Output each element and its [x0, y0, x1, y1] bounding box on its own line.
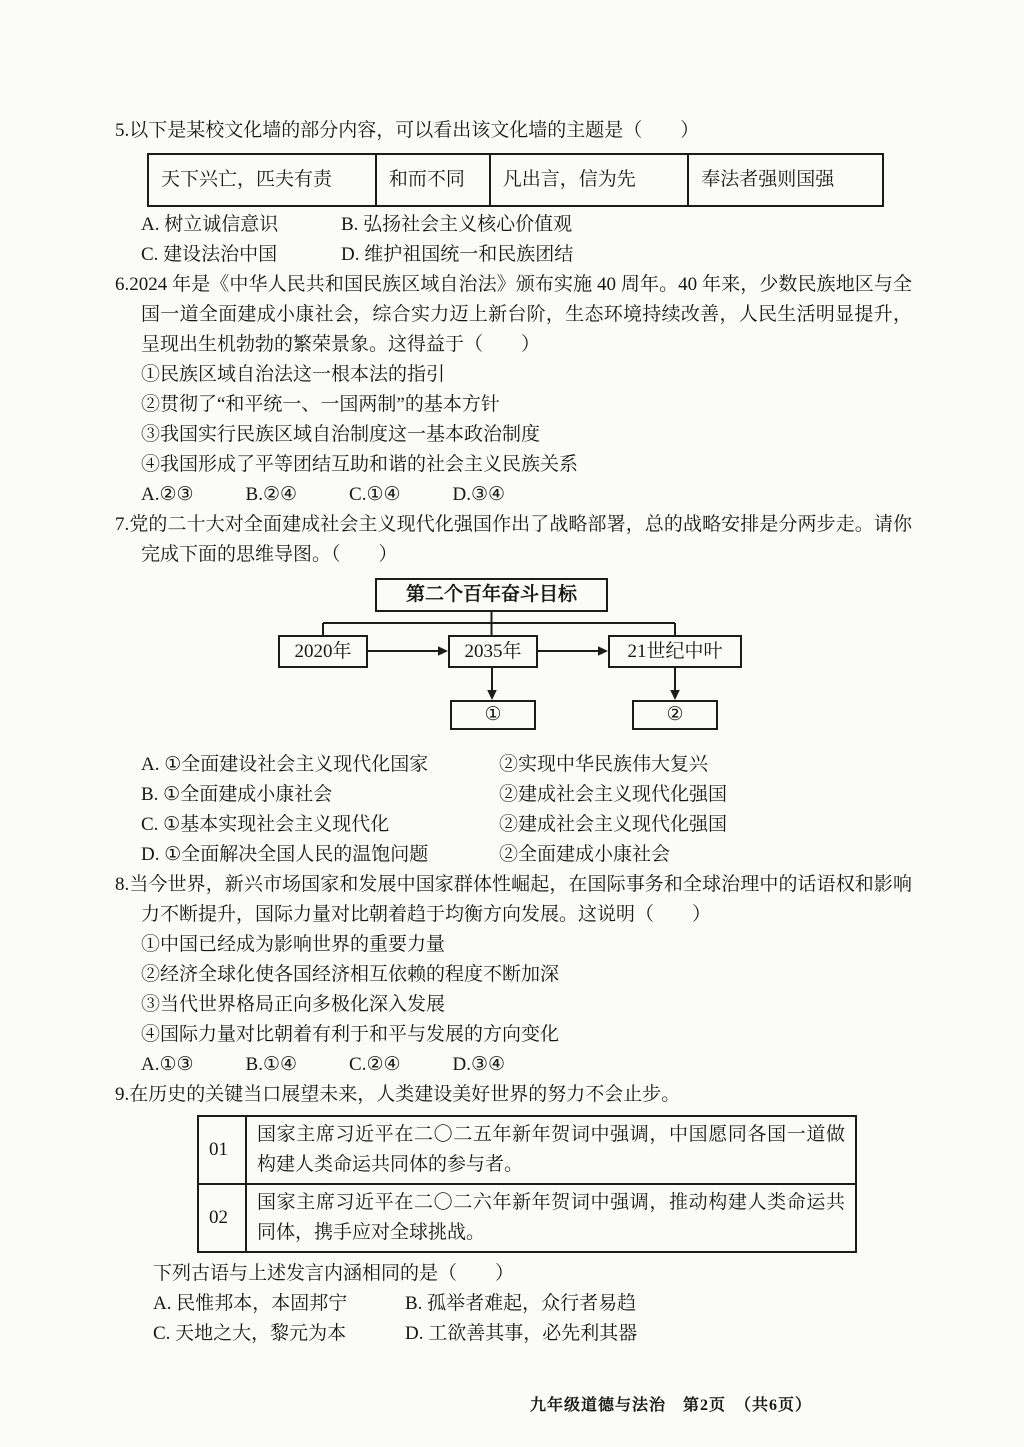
- statement-1: ①民族区域自治法这一根本法的指引: [141, 364, 446, 385]
- option-b: B.②④: [245, 484, 298, 505]
- option-a: A. 民惟邦本，本固邦宁: [153, 1293, 348, 1314]
- option-a: A.②③: [141, 484, 194, 505]
- node-2035: 2035年: [448, 635, 538, 668]
- culture-wall-table: [147, 153, 884, 207]
- option-a-left: A. ①全面建设社会主义现代化国家: [141, 754, 429, 775]
- node-2020: 2020年: [278, 635, 368, 668]
- option-d: D. 维护祖国统一和民族团结: [341, 244, 574, 265]
- question-8-stem: 8.当今世界，新兴市场国家和发展中国家群体性崛起，在国际事务和全球治理中的话语权和影响力不断提升，国际力量对比朝着趋于均衡方向发展。这说明（ ）: [115, 874, 912, 925]
- option-c: C.①④: [349, 484, 401, 505]
- question-7: [115, 510, 912, 870]
- mind-map-diagram: [139, 578, 799, 746]
- statement-3: ③当代世界格局正向多极化深入发展: [141, 994, 446, 1015]
- row-text-cell: 国家主席习近平在二〇二五年新年贺词中强调，中国愿同各国一道做构建人类命运共同体的参与者。: [246, 1116, 856, 1184]
- option-b-left: B. ①全面建成小康社会: [141, 784, 333, 805]
- question-6: [115, 270, 912, 510]
- option-b: B. 弘扬社会主义核心价值观: [341, 214, 573, 235]
- question-7-options: [115, 750, 912, 870]
- table-row: [148, 154, 883, 206]
- blank-2: ②: [632, 700, 718, 730]
- option-a: A.①③: [141, 1054, 194, 1075]
- option-a: A. 树立诚信意识: [141, 214, 279, 235]
- question-6-stem: 6.2024 年是《中华人民共和国民族区域自治法》颁布实施 40 周年。40 年来，少数民族地区与全国一道全面建成小康社会，综合实力迈上新台阶，生态环境持续改善，人民生活明显提升，呈现出生机勃勃的繁荣景象。这得益于（ ）: [115, 274, 912, 355]
- question-5: [115, 116, 912, 270]
- wall-slogan-cell: 天下兴亡，匹夫有责: [148, 154, 376, 206]
- statement-4: ④国际力量对比朝着有利于和平与发展的方向变化: [141, 1024, 560, 1045]
- option-b: [115, 780, 912, 810]
- wall-slogan-cell: 奉法者强则国强: [688, 154, 883, 206]
- table-row: [198, 1116, 856, 1184]
- blank-1: ①: [450, 700, 536, 730]
- option-c-left: C. ①基本实现社会主义现代化: [141, 814, 390, 835]
- option-c-right: ②建成社会主义现代化强国: [499, 814, 728, 835]
- question-6-options: [115, 480, 912, 510]
- option-d: D. 工欲善其事，必先利其器: [405, 1323, 638, 1344]
- wall-slogan-cell: 和而不同: [376, 154, 490, 206]
- option-c: [115, 810, 912, 840]
- statement-3: ③我国实行民族区域自治制度这一基本政治制度: [141, 424, 541, 445]
- question-9-options: [115, 1289, 912, 1349]
- option-c: C. 建设法治中国: [141, 244, 278, 265]
- option-c: C.②④: [349, 1054, 401, 1075]
- row-number-cell: 01: [198, 1116, 246, 1184]
- statement-1: ①中国已经成为影响世界的重要力量: [141, 934, 446, 955]
- node-second-centenary-goal: 第二个百年奋斗目标: [375, 578, 608, 612]
- option-c: C. 天地之大，黎元为本: [153, 1323, 347, 1344]
- option-a-right: ②实现中华民族伟大复兴: [499, 754, 709, 775]
- row-text-cell: 国家主席习近平在二〇二六年新年贺词中强调，推动构建人类命运共同体，携手应对全球挑战。: [246, 1184, 856, 1252]
- row-number-cell: 02: [198, 1184, 246, 1252]
- question-5-options: [115, 210, 912, 270]
- option-d-right: ②全面建成小康社会: [499, 844, 671, 865]
- node-mid-21st-century: 21世纪中叶: [608, 635, 742, 668]
- page-footer: 九年级道德与法治 第2页 （共6页）: [529, 1397, 812, 1414]
- option-d: [115, 840, 912, 870]
- question-9-stem: 9.在历史的关键当口展望未来，人类建设美好世界的努力不会止步。: [115, 1084, 681, 1105]
- question-5-stem: 5.以下是某校文化墙的部分内容，可以看出该文化墙的主题是（ ）: [115, 120, 700, 141]
- statement-2: ②经济全球化使各国经济相互依赖的程度不断加深: [141, 964, 560, 985]
- option-b: B.①④: [245, 1054, 298, 1075]
- option-d-left: D. ①全面解决全国人民的温饱问题: [141, 844, 429, 865]
- option-b: B. 孤举者难起，众行者易趋: [405, 1293, 637, 1314]
- option-d: D.③④: [452, 484, 506, 505]
- wall-slogan-cell: 凡出言，信为先: [490, 154, 688, 206]
- question-8-options: [115, 1050, 912, 1080]
- question-9: [115, 1080, 912, 1349]
- question-7-stem: 7.党的二十大对全面建成社会主义现代化强国作出了战略部署，总的战略安排是分两步走。请你完成下面的思维导图。（ ）: [115, 514, 912, 565]
- question-8: [115, 870, 912, 1080]
- speech-table: [197, 1115, 857, 1253]
- statement-2: ②贯彻了“和平统一、一国两制”的基本方针: [141, 394, 500, 415]
- option-b-right: ②建成社会主义现代化强国: [499, 784, 728, 805]
- statement-4: ④我国形成了平等团结互助和谐的社会主义民族关系: [141, 454, 579, 475]
- question-9-prompt: 下列古语与上述发言内涵相同的是（ ）: [153, 1263, 515, 1284]
- table-row: [198, 1184, 856, 1252]
- option-d: D.③④: [452, 1054, 506, 1075]
- option-a: [115, 750, 912, 780]
